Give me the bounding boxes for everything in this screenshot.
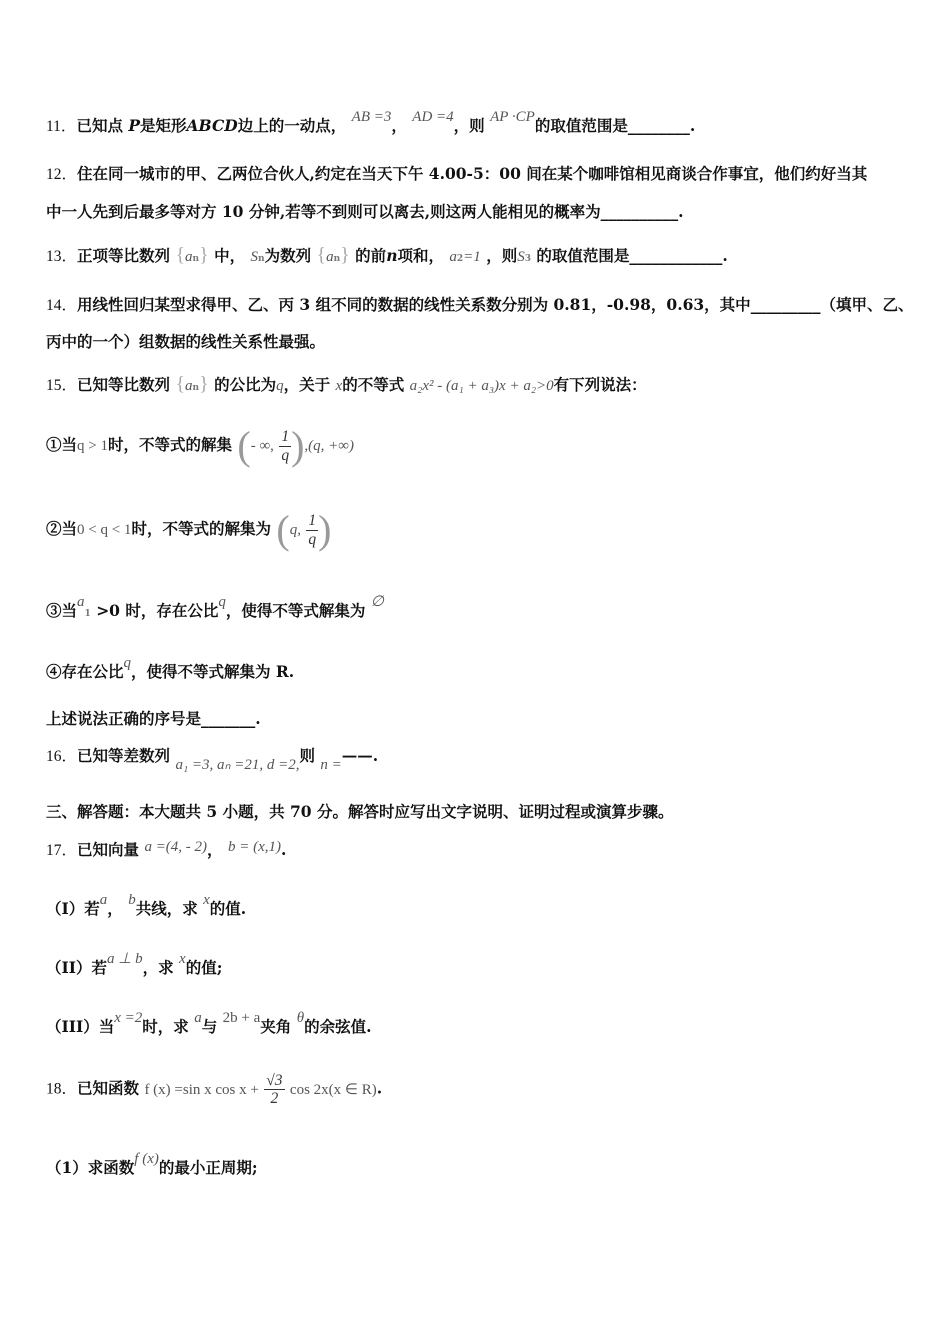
fraction-1-over-q: $\frac{1}{q}$ <box>308 512 317 548</box>
question-17-part-1: （I）若a， b共线，求 x的值. <box>46 892 247 918</box>
question-14-line-2: 丙中的一个）组数据的线性关系性最强。 <box>46 332 326 351</box>
question-16: 16．已知等差数列 a₁ =3, aₙ =21, d =2,则 n =——. <box>46 746 379 773</box>
question-12-line-1: 12．住在同一城市的甲、乙两位合伙人,约定在当天下午 4.00-5：00 间在某个咖啡馆相见商谈合作事宜，他们约好当其 <box>46 164 868 183</box>
statement-2: ②当0 < q < 1时，不等式的解集为 (q, $\frac{1}{q}$ ) <box>46 507 332 552</box>
statement-3: ③当a1 >0 时，存在公比q，使得不等式解集为 ∅ <box>46 594 384 620</box>
question-17: 17．已知向量 a =(4, - 2)， b = (x,1). <box>46 839 287 859</box>
question-18: 18．已知函数 f (x) =sin x cos x + $\frac{√3}{2}$ cos 2x(x ∈ R). <box>46 1072 383 1108</box>
question-12-line-2: 中一人先到后最多等对方 10 分钟,若等不到则可以离去,则这两人能相见的概率为__________. <box>46 202 684 221</box>
question-13: 13．正项等比数列 {an} 中， Sn为数列 {an} 的前n项和， a2=1 ，则S3 的取值范围是____________. <box>46 244 728 266</box>
statement-4: ④存在公比q，使得不等式解集为 R. <box>46 655 295 681</box>
question-14-line-1: 14．用线性回归某型求得甲、乙、丙 3 组不同的数据的线性关系数分别为 0.81，-0.98，0.63，其中_________（填甲、乙、 <box>46 295 914 314</box>
question-17-part-3: （III）当x =2时，求 a与 2b + a夹角 θ的余弦值. <box>46 1010 372 1036</box>
question-11: 11．已知点 P是矩形ABCD边上的一动点， AB =3， AD =4，则 AP ·CP的取值范围是________. <box>46 109 696 135</box>
question-15-answer-line: 上述说法正确的序号是_______. <box>46 709 261 728</box>
empty-set-symbol: ∅ <box>370 594 384 610</box>
section-3-heading: 三、解答题：本大题共 5 小题，共 70 分。解答时应写出文字说明、证明过程或演算步骤。 <box>46 802 674 821</box>
fraction-1-over-q: $\frac{1}{q}$ <box>281 428 290 464</box>
question-18-part-1: （1）求函数f (x)的最小正周期; <box>46 1151 258 1177</box>
fraction-sqrt3-over-2: $\frac{√3}{2}$ <box>266 1072 283 1108</box>
question-15: 15．已知等比数列 {an} 的公比为q，关于 x的不等式 a₂x² - (a₁ + a₃)x + a₂>0有下列说法： <box>46 373 647 395</box>
statement-1: ①当q > 1时，不等式的解集 (- ∞, $\frac{1}{q}$ ),(q, +∞) <box>46 423 354 468</box>
question-17-part-2: （II）若a ⊥ b，求 x的值; <box>46 951 223 977</box>
